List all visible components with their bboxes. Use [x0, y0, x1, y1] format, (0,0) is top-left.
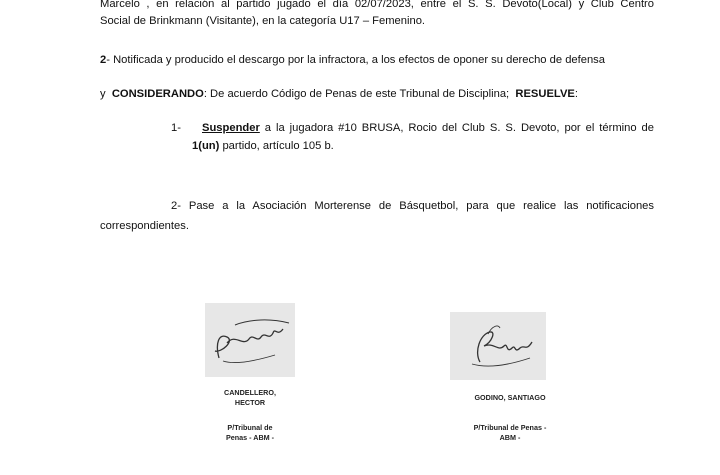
- signatory-1-role-line-2: Penas - ABM -: [225, 433, 275, 442]
- resolution-2-line-2: correspondientes.: [100, 220, 189, 232]
- signatory-2-role-line-2: ABM -: [499, 433, 521, 442]
- considerando-prefix: y: [100, 88, 106, 100]
- point-2-number: 2: [100, 54, 107, 66]
- point-2: [100, 52, 660, 69]
- resolution-1-line-2: [192, 138, 652, 155]
- resolution-2-line-1: 2- Pase a la Asociación Morterense de Básquetbol, para que realice las notificaciones: [171, 200, 654, 212]
- signatory-1-name: [205, 388, 295, 408]
- signatory-1-role-line-1: P/Tribunal de: [227, 423, 273, 432]
- intro-line-1: Marcelo , en relación al partido jugado el día 02/07/2023, entre el S. S. Devoto(Local) y Club Centro: [100, 0, 654, 10]
- signatory-2-role-line-1: P/Tribunal de Penas -: [473, 423, 547, 432]
- resolution-1-line-1: [202, 120, 654, 137]
- considerando-label: CONSIDERANDO: [111, 88, 204, 100]
- signatory-2-name: GODINO, SANTIAGO: [474, 393, 546, 402]
- resolution-1-number: 1-: [171, 122, 181, 134]
- considerando-line: [100, 86, 660, 103]
- signature-candellero-drawing: [205, 303, 295, 377]
- duration-value: 1(un): [192, 140, 220, 152]
- considerando-text: : De acuerdo Código de Penas de este Tribunal de Disciplina;: [203, 88, 510, 100]
- signatory-1-name-line-2: HECTOR: [234, 398, 266, 407]
- resolution-1-rest: partido, artículo 105 b.: [222, 140, 334, 152]
- resuelve-label: RESUELVE: [515, 88, 575, 100]
- point-2-text: - Notificada y producido el descargo por la infractora, a los efectos de oponer su derecho de defensa: [106, 54, 606, 66]
- signatory-2-role: [455, 423, 565, 443]
- resuelve-colon: :: [574, 88, 578, 100]
- suspend-keyword: Suspender: [202, 122, 260, 134]
- resolution-1-text: a la jugadora #10 BRUSA, Rocio del Club S. S. Devoto, por el término de: [264, 122, 654, 134]
- signature-candellero: [205, 303, 295, 377]
- signatory-1-name-line-1: CANDELLERO,: [224, 388, 276, 397]
- intro-line-2: Social de Brinkmann (Visitante), en la categoría U17 – Femenino.: [100, 15, 426, 27]
- signature-godino: [450, 312, 546, 380]
- signatory-1-role: [205, 423, 295, 443]
- signature-godino-drawing: [450, 312, 546, 380]
